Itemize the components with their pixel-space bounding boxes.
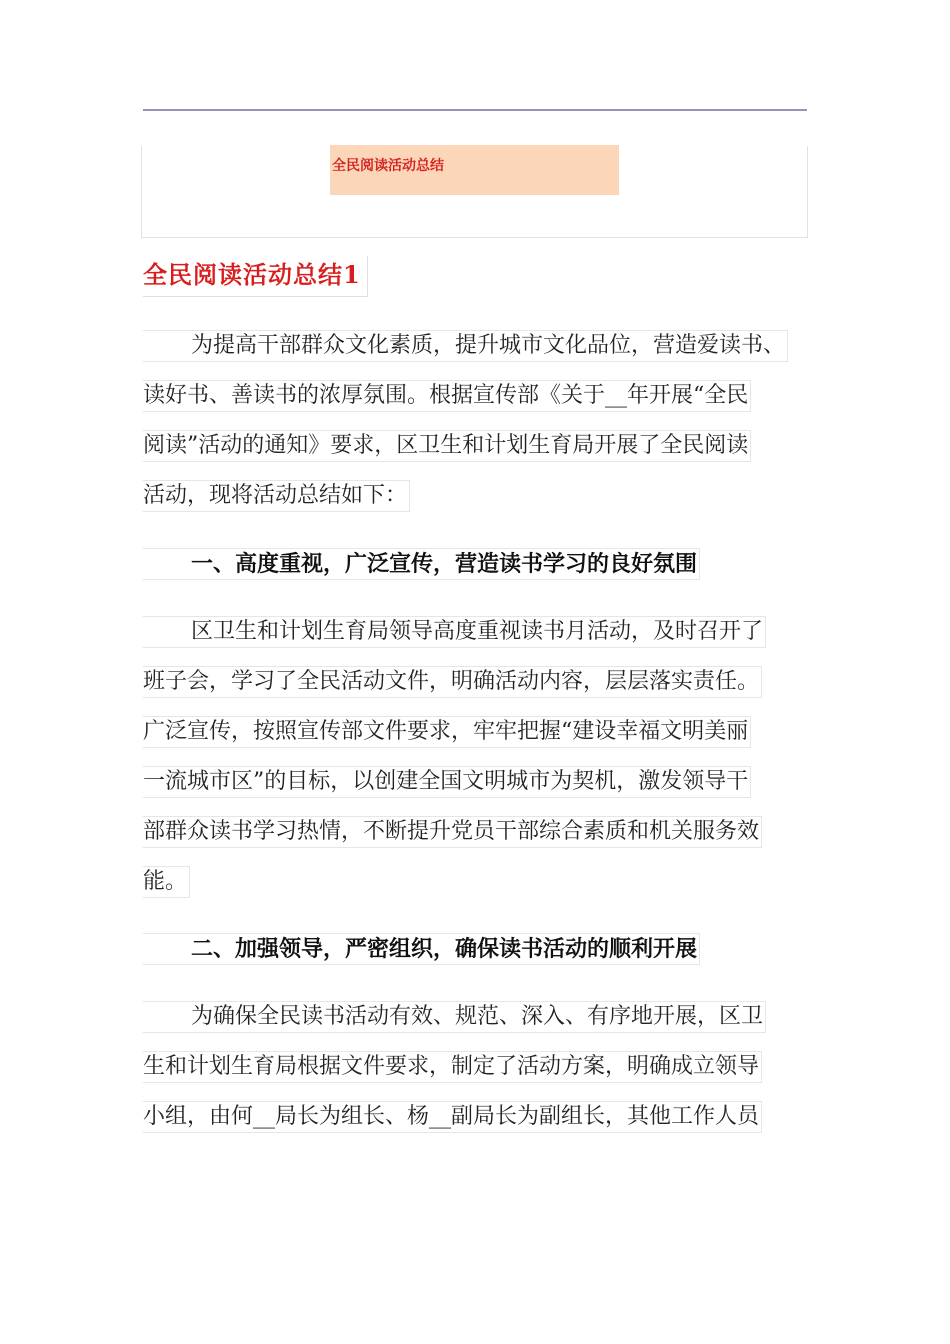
paragraph-line: 阅读”活动的通知》要求，区卫生和计划生育局开展了全民阅读 <box>143 430 751 462</box>
section-heading: 一、高度重视，广泛宣传，营造读书学习的良好氛围 <box>143 548 700 580</box>
section-heading: 二、加强领导，严密组织，确保读书活动的顺利开展 <box>143 933 700 965</box>
header-tag <box>330 145 619 195</box>
paragraph-line: 区卫生和计划生育局领导高度重视读书月活动，及时召开了 <box>143 616 766 648</box>
paragraph-line: 小组，由何__局长为组长、杨__副局长为副组长，其他工作人员 <box>143 1101 762 1133</box>
paragraph-line: 为提高干部群众文化素质，提升城市文化品位，营造爱读书、 <box>143 330 788 362</box>
header-tag-text: 全民阅读活动总结 <box>332 158 444 174</box>
paragraph-line: 读好书、善读书的浓厚氛围。根据宣传部《关于__年开展“全民 <box>143 380 751 412</box>
paragraph-line: 部群众读书学习热情，不断提升党员干部综合素质和机关服务效 <box>143 816 762 848</box>
top-divider <box>143 109 807 111</box>
paragraph-line: 活动，现将活动总结如下： <box>143 480 410 512</box>
paragraph-line: 为确保全民读书活动有效、规范、深入、有序地开展，区卫 <box>143 1001 766 1033</box>
paragraph-line: 一流城市区”的目标，以创建全国文明城市为契机，激发领导干 <box>143 766 751 798</box>
paragraph-line: 广泛宣传，按照宣传部文件要求，牢牢把握“建设幸福文明美丽 <box>143 716 751 748</box>
document-title: 全民阅读活动总结1 <box>143 256 368 297</box>
paragraph-line: 班子会，学习了全民活动文件，明确活动内容，层层落实责任。 <box>143 666 762 698</box>
paragraph-line: 生和计划生育局根据文件要求，制定了活动方案，明确成立领导 <box>143 1051 762 1083</box>
paragraph-line: 能。 <box>143 866 190 898</box>
